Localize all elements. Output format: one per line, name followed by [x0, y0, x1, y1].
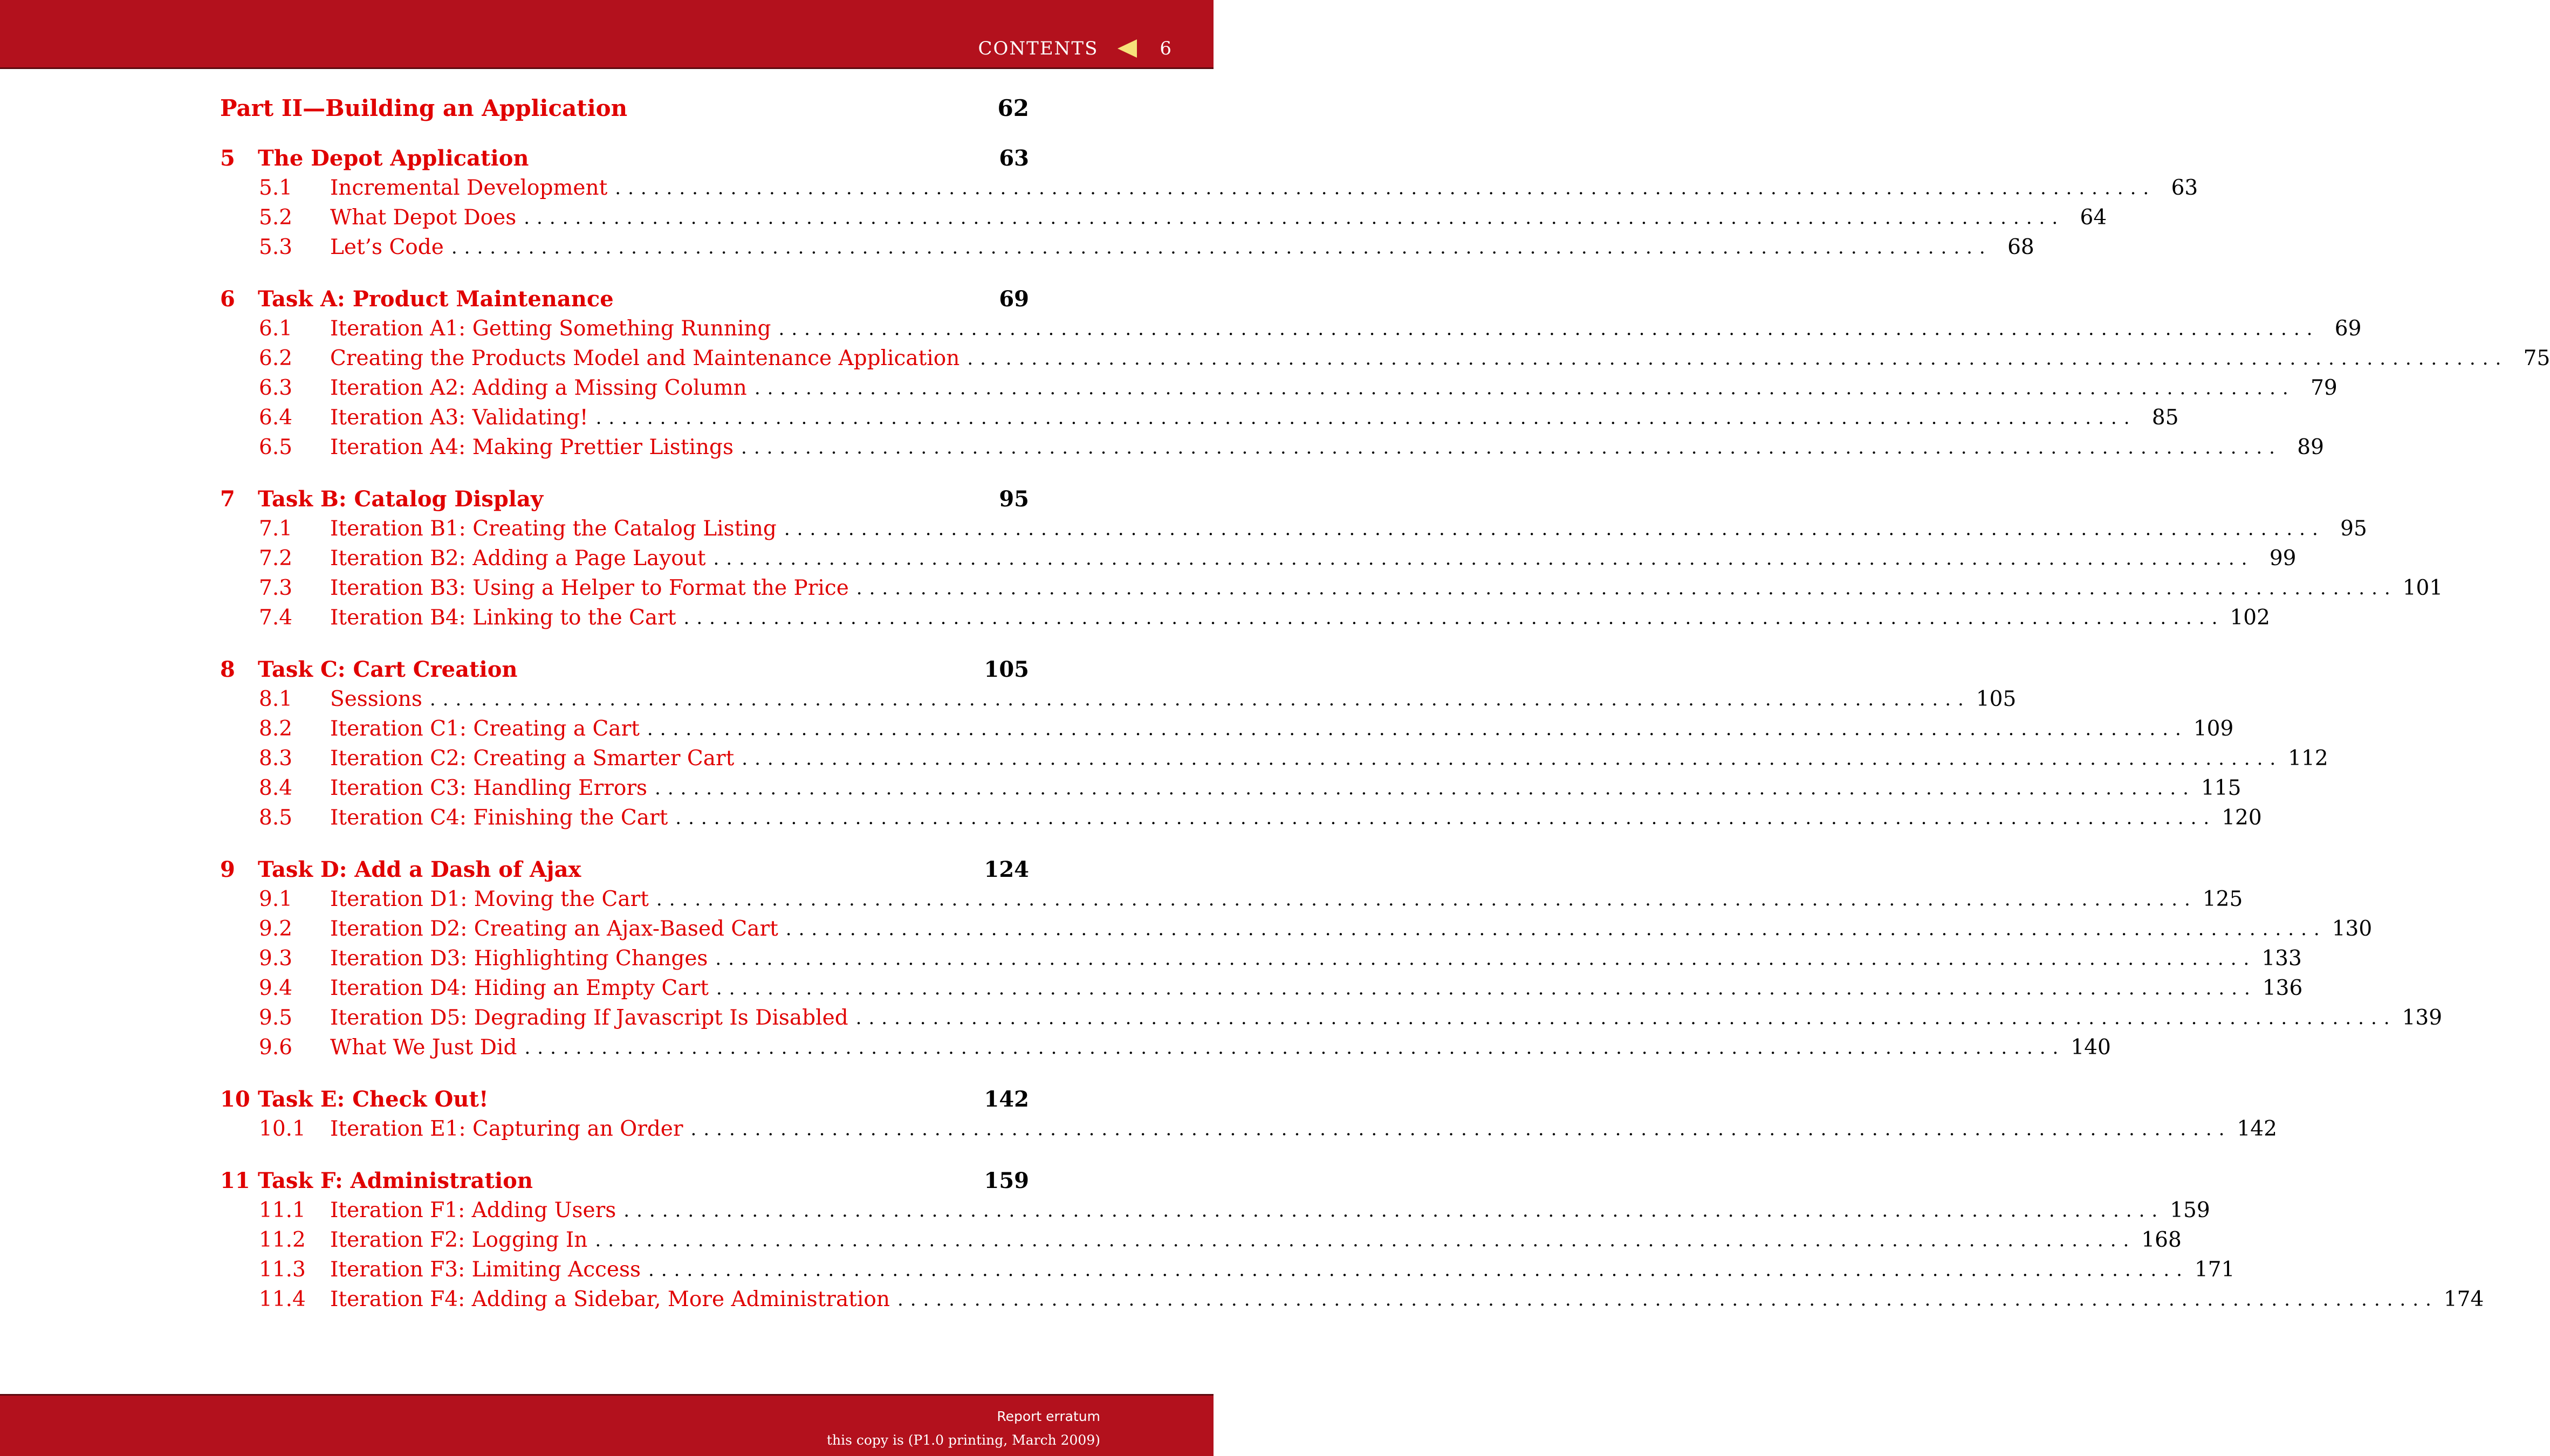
dot-leader: ........................................................................................................................ [683, 607, 2225, 629]
section-number: 7.4 [259, 606, 293, 630]
dot-leader: ........................................................................................................................ [595, 407, 2137, 429]
section-page: 64 [2080, 205, 2107, 230]
section-entry[interactable] [259, 203, 2107, 232]
dot-leader: ........................................................................................................................ [856, 577, 2397, 599]
chapter-heading[interactable] [220, 655, 1029, 684]
chapter-number: 9 [220, 857, 235, 882]
section-title[interactable]: Iteration A4: Making Prettier Listings [330, 435, 734, 459]
dot-leader: ........................................................................................................................ [451, 236, 1992, 258]
section-title[interactable]: Iteration B3: Using a Helper to Format the Price [330, 576, 849, 600]
section-entry[interactable] [259, 884, 2243, 914]
section-number: 7.1 [259, 517, 293, 541]
chapter-number: 5 [220, 146, 235, 171]
dot-leader: ........................................................................................................................ [524, 1036, 2066, 1059]
dot-leader: ........................................................................................................................ [785, 918, 2327, 940]
dot-leader: ........................................................................................................................ [713, 547, 2254, 569]
section-title[interactable]: Iteration E1: Capturing an Order [330, 1117, 683, 1141]
section-number: 10.1 [259, 1117, 306, 1141]
section-page: 85 [2151, 406, 2179, 430]
chapter-page: 159 [984, 1168, 1029, 1193]
dot-leader: ........................................................................................................................ [855, 1007, 2397, 1029]
section-title[interactable]: Iteration F4: Adding a Sidebar, More Administration [330, 1287, 890, 1311]
section-entry[interactable] [259, 403, 2179, 432]
section-title[interactable]: Iteration F1: Adding Users [330, 1198, 616, 1223]
section-page: 125 [2202, 887, 2243, 911]
header-nav [978, 38, 1173, 59]
dot-leader: ........................................................................................................................ [716, 977, 2257, 999]
dot-leader: ........................................................................................................................ [754, 377, 2295, 399]
section-page: 101 [2402, 576, 2443, 600]
chapter-title[interactable]: Task E: Check Out! [258, 1087, 489, 1112]
part-title[interactable]: Part II—Building an Application [220, 94, 628, 121]
chapter-title[interactable]: The Depot Application [258, 146, 529, 171]
section-entry[interactable] [259, 914, 2373, 944]
section-number: 5.2 [259, 205, 293, 230]
section-title[interactable]: Iteration C1: Creating a Cart [330, 717, 640, 741]
section-number: 8.3 [259, 746, 293, 771]
section-page: 133 [2261, 946, 2302, 971]
section-title[interactable]: What We Just Did [330, 1035, 517, 1060]
section-number: 8.2 [259, 717, 293, 741]
chapter-heading[interactable] [220, 1166, 1029, 1196]
section-page: 120 [2222, 806, 2262, 830]
chapter-number: 11 [220, 1168, 250, 1193]
section-title[interactable]: Iteration C3: Handling Errors [330, 776, 648, 800]
dot-leader: ........................................................................................................................ [655, 777, 2196, 799]
section-number: 11.4 [259, 1287, 306, 1311]
section-entry[interactable] [259, 944, 2302, 973]
section-number: 8.5 [259, 806, 293, 830]
section-page: 105 [1976, 687, 2017, 711]
section-number: 11.1 [259, 1198, 306, 1223]
section-page: 140 [2071, 1035, 2111, 1060]
dot-leader: ........................................................................................................................ [615, 177, 2156, 199]
chapter-title[interactable]: Task D: Add a Dash of Ajax [258, 857, 581, 882]
section-entry[interactable] [259, 544, 2297, 573]
dot-leader: ........................................................................................................................ [742, 747, 2283, 770]
section-number: 9.6 [259, 1035, 293, 1060]
section-entry[interactable] [259, 1114, 2277, 1144]
section-title[interactable]: Iteration B4: Linking to the Cart [330, 606, 676, 630]
chapter-title[interactable]: Task F: Administration [258, 1168, 533, 1193]
section-page: 102 [2230, 606, 2270, 630]
dot-leader: ........................................................................................................................ [784, 518, 2325, 540]
chapter-title[interactable]: Task C: Cart Creation [258, 657, 518, 682]
section-page: 136 [2262, 976, 2303, 1000]
chapter-title[interactable]: Task B: Catalog Display [258, 486, 544, 512]
chapter-number: 7 [220, 486, 235, 512]
chapter-heading[interactable] [220, 284, 1029, 314]
section-title[interactable]: Iteration D1: Moving the Cart [330, 887, 649, 911]
section-number: 11.3 [259, 1258, 306, 1282]
dot-leader: ........................................................................................................................ [647, 718, 2188, 740]
section-title[interactable]: Let’s Code [330, 235, 444, 259]
section-page: 99 [2269, 546, 2297, 571]
section-entry[interactable] [259, 514, 2367, 544]
chapter-number: 8 [220, 657, 235, 682]
section-number: 11.2 [259, 1228, 306, 1252]
section-page: 139 [2402, 1006, 2443, 1030]
section-page: 63 [2171, 176, 2198, 200]
section-number: 6.4 [259, 406, 293, 430]
section-page: 89 [2297, 435, 2324, 459]
chapter-page: 63 [999, 146, 1029, 171]
dot-leader: ........................................................................................................................ [429, 688, 1971, 710]
chapter-page: 69 [999, 286, 1029, 312]
section-number: 6.3 [259, 376, 293, 400]
section-entry[interactable] [259, 1225, 2182, 1255]
section-page: 142 [2237, 1117, 2277, 1141]
section-entry[interactable] [259, 173, 2198, 203]
dot-leader: ........................................................................................................................ [648, 1259, 2189, 1281]
section-entry[interactable] [259, 344, 2550, 373]
section-page: 75 [2523, 346, 2550, 370]
section-title[interactable]: Iteration A2: Adding a Missing Column [330, 376, 747, 400]
section-title[interactable]: Iteration A3: Validating! [330, 406, 588, 430]
chapter-page: 124 [984, 857, 1029, 882]
dot-leader: ........................................................................................................................ [623, 1199, 2165, 1221]
section-number: 7.2 [259, 546, 293, 571]
section-page: 95 [2340, 517, 2367, 541]
section-entry[interactable] [259, 1003, 2443, 1033]
section-page: 168 [2141, 1228, 2182, 1252]
section-number: 8.1 [259, 687, 293, 711]
dot-leader: ........................................................................................................................ [690, 1118, 2232, 1140]
section-title[interactable]: Iteration F3: Limiting Access [330, 1258, 641, 1282]
section-entry[interactable] [259, 744, 2328, 773]
section-title[interactable]: Iteration C4: Finishing the Cart [330, 806, 668, 830]
section-page: 69 [2334, 317, 2362, 341]
section-title[interactable]: Iteration F2: Logging In [330, 1228, 588, 1252]
section-entry[interactable] [259, 573, 2443, 603]
chapter-number: 6 [220, 286, 235, 312]
section-page: 109 [2193, 717, 2234, 741]
section-title[interactable]: Iteration D3: Highlighting Changes [330, 946, 708, 971]
section-number: 5.1 [259, 176, 293, 200]
dot-leader: ........................................................................................................................ [741, 436, 2282, 458]
section-page: 174 [2443, 1287, 2484, 1311]
section-page: 68 [2007, 235, 2034, 259]
chapter-page: 142 [984, 1087, 1029, 1112]
section-title[interactable]: Iteration B2: Adding a Page Layout [330, 546, 706, 571]
section-entry[interactable] [259, 1196, 2210, 1225]
section-entry[interactable] [259, 314, 2362, 344]
section-title[interactable]: Iteration A1: Getting Something Running [330, 317, 771, 341]
section-title[interactable]: Creating the Products Model and Maintenance Application [330, 346, 960, 370]
section-entry[interactable] [259, 432, 2324, 462]
chapter-heading[interactable] [220, 1084, 1029, 1114]
contents-link[interactable]: CONTENTS [978, 38, 1099, 59]
section-entry[interactable] [259, 1033, 2111, 1062]
section-entry[interactable] [259, 373, 2338, 403]
dot-leader: ........................................................................................................................ [656, 888, 2197, 910]
section-title[interactable]: Sessions [330, 687, 422, 711]
chapter-page: 95 [999, 486, 1029, 512]
header-bar [0, 0, 1214, 69]
section-page: 159 [2170, 1198, 2210, 1223]
section-title[interactable]: Iteration D5: Degrading If Javascript Is Disabled [330, 1006, 848, 1030]
section-page: 79 [2311, 376, 2338, 400]
section-number: 5.3 [259, 235, 293, 259]
part-page: 62 [997, 94, 1029, 121]
section-number: 9.2 [259, 917, 293, 941]
section-entry[interactable] [259, 1255, 2235, 1285]
chapter-heading[interactable] [220, 484, 1029, 514]
page-number: 6 [1160, 38, 1173, 59]
chapter-page: 105 [984, 657, 1029, 682]
section-number: 6.5 [259, 435, 293, 459]
report-erratum-link[interactable]: Report erratum [997, 1409, 1100, 1424]
left-triangle-icon[interactable] [1118, 39, 1137, 58]
section-number: 6.2 [259, 346, 293, 370]
section-number: 9.5 [259, 1006, 293, 1030]
section-number: 9.1 [259, 887, 293, 911]
section-entry[interactable] [259, 973, 2303, 1003]
section-title[interactable]: Iteration C2: Creating a Smarter Cart [330, 746, 735, 771]
section-entry[interactable] [259, 603, 2270, 633]
part-heading[interactable] [220, 92, 1029, 124]
section-entry[interactable] [259, 773, 2241, 803]
section-title[interactable]: Iteration D2: Creating an Ajax-Based Cart [330, 917, 778, 941]
section-page: 112 [2288, 746, 2328, 771]
dot-leader: ........................................................................................................................ [715, 947, 2257, 970]
section-entry[interactable] [259, 714, 2234, 744]
section-number: 9.3 [259, 946, 293, 971]
copy-notice: this copy is (P1.0 printing, March 2009) [826, 1432, 1100, 1448]
chapter-title[interactable]: Task A: Product Maintenance [258, 286, 614, 312]
section-number: 8.4 [259, 776, 293, 800]
section-entry[interactable] [259, 803, 2262, 833]
section-number: 6.1 [259, 317, 293, 341]
section-page: 130 [2332, 917, 2373, 941]
chapter-heading[interactable] [220, 143, 1029, 173]
section-number: 7.3 [259, 576, 293, 600]
section-number: 9.4 [259, 976, 293, 1000]
dot-leader: ........................................................................................................................ [675, 807, 2217, 829]
chapter-heading[interactable] [220, 855, 1029, 884]
section-entry[interactable] [259, 232, 2034, 262]
dot-leader: ........................................................................................................................ [897, 1288, 2438, 1310]
section-page: 115 [2201, 776, 2241, 800]
section-title[interactable]: What Depot Does [330, 205, 517, 230]
dot-leader: ........................................................................................................................ [595, 1229, 2136, 1251]
section-page: 171 [2194, 1258, 2235, 1282]
footer-bar [0, 1394, 1214, 1456]
dot-leader: ........................................................................................................................ [524, 207, 2065, 229]
section-entry[interactable] [259, 1285, 2484, 1314]
dot-leader: ........................................................................................................................ [778, 318, 2320, 340]
section-title[interactable]: Iteration B1: Creating the Catalog Listing [330, 517, 777, 541]
section-title[interactable]: Incremental Development [330, 176, 608, 200]
section-entry[interactable] [259, 684, 2017, 714]
dot-leader: ........................................................................................................................ [967, 347, 2508, 369]
section-title[interactable]: Iteration D4: Hiding an Empty Cart [330, 976, 709, 1000]
chapter-number: 10 [220, 1087, 250, 1112]
